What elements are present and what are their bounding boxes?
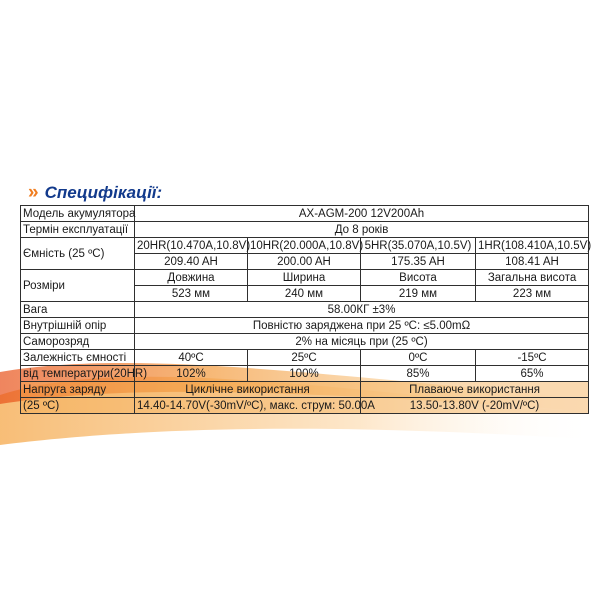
temp-value: 25ºC	[248, 350, 361, 366]
model-label: Модель акумулятора	[21, 206, 135, 222]
table-row	[21, 366, 589, 382]
capacity-value: 175.35 AH	[361, 254, 476, 270]
table-row	[21, 334, 589, 350]
double-chevron-icon: »	[28, 181, 33, 203]
dim-name: Довжина	[135, 270, 248, 286]
table-row	[21, 238, 589, 254]
weight-label: Вага	[21, 302, 135, 318]
capacity-rate: 5HR(35.070A,10.5V)	[361, 238, 476, 254]
capacity-value: 209.40 AH	[135, 254, 248, 270]
specifications-table	[20, 205, 592, 414]
dim-value: 223 мм	[476, 286, 589, 302]
section-title: Специфікації:	[44, 182, 163, 202]
resistance-label: Внутрішній опір	[21, 318, 135, 334]
life-label: Термін експлуатації	[21, 222, 135, 238]
capacity-value: 200.00 AH	[248, 254, 361, 270]
cyclic-use-value: 14.40-14.70V(-30mV/ºC), макс. струм: 50.00A	[135, 398, 361, 414]
capacity-rate: 1HR(108.410A,10.5V)	[476, 238, 589, 254]
capacity-label: Ємність (25 ºC)	[21, 238, 135, 270]
table-row	[21, 206, 589, 222]
temp-value: -15ºC	[476, 350, 589, 366]
temp-label-line2: від температури(20HR)	[21, 366, 135, 382]
section-header	[28, 180, 162, 204]
float-use-label: Плаваюче використання	[361, 382, 589, 398]
temp-value: 40ºC	[135, 350, 248, 366]
selfdischarge-label: Саморозряд	[21, 334, 135, 350]
capacity-value: 108.41 AH	[476, 254, 589, 270]
temp-percent: 65%	[476, 366, 589, 382]
charge-label-line2: (25 ºC)	[21, 398, 135, 414]
dim-value: 523 мм	[135, 286, 248, 302]
table-row	[21, 382, 589, 398]
float-use-value: 13.50-13.80V (-20mV/ºC)	[361, 398, 589, 414]
temp-label-line1: Залежність ємності	[21, 350, 135, 366]
table-row	[21, 318, 589, 334]
temp-percent: 102%	[135, 366, 248, 382]
table-row	[21, 302, 589, 318]
dim-value: 240 мм	[248, 286, 361, 302]
capacity-rate: 10HR(20.000A,10.8V)	[248, 238, 361, 254]
weight-value: 58.00КГ ±3%	[135, 302, 589, 318]
model-value: AX-AGM-200 12V200Ah	[135, 206, 589, 222]
selfdischarge-value: 2% на місяць при (25 ºC)	[135, 334, 589, 350]
resistance-value: Повністю заряджена при 25 ºC: ≤5.00mΩ	[135, 318, 589, 334]
dim-name: Загальна висота	[476, 270, 589, 286]
dims-label: Розміри	[21, 270, 135, 302]
charge-label-line1: Напруга заряду	[21, 382, 135, 398]
table-row	[21, 350, 589, 366]
temp-value: 0ºC	[361, 350, 476, 366]
life-value: До 8 років	[135, 222, 589, 238]
temp-percent: 85%	[361, 366, 476, 382]
temp-percent: 100%	[248, 366, 361, 382]
table-row	[21, 398, 589, 414]
dim-name: Ширина	[248, 270, 361, 286]
table-row	[21, 222, 589, 238]
dim-value: 219 мм	[361, 286, 476, 302]
cyclic-use-label: Циклічне використання	[135, 382, 361, 398]
table-row	[21, 270, 589, 286]
dim-name: Висота	[361, 270, 476, 286]
capacity-rate: 20HR(10.470A,10.8V)	[135, 238, 248, 254]
